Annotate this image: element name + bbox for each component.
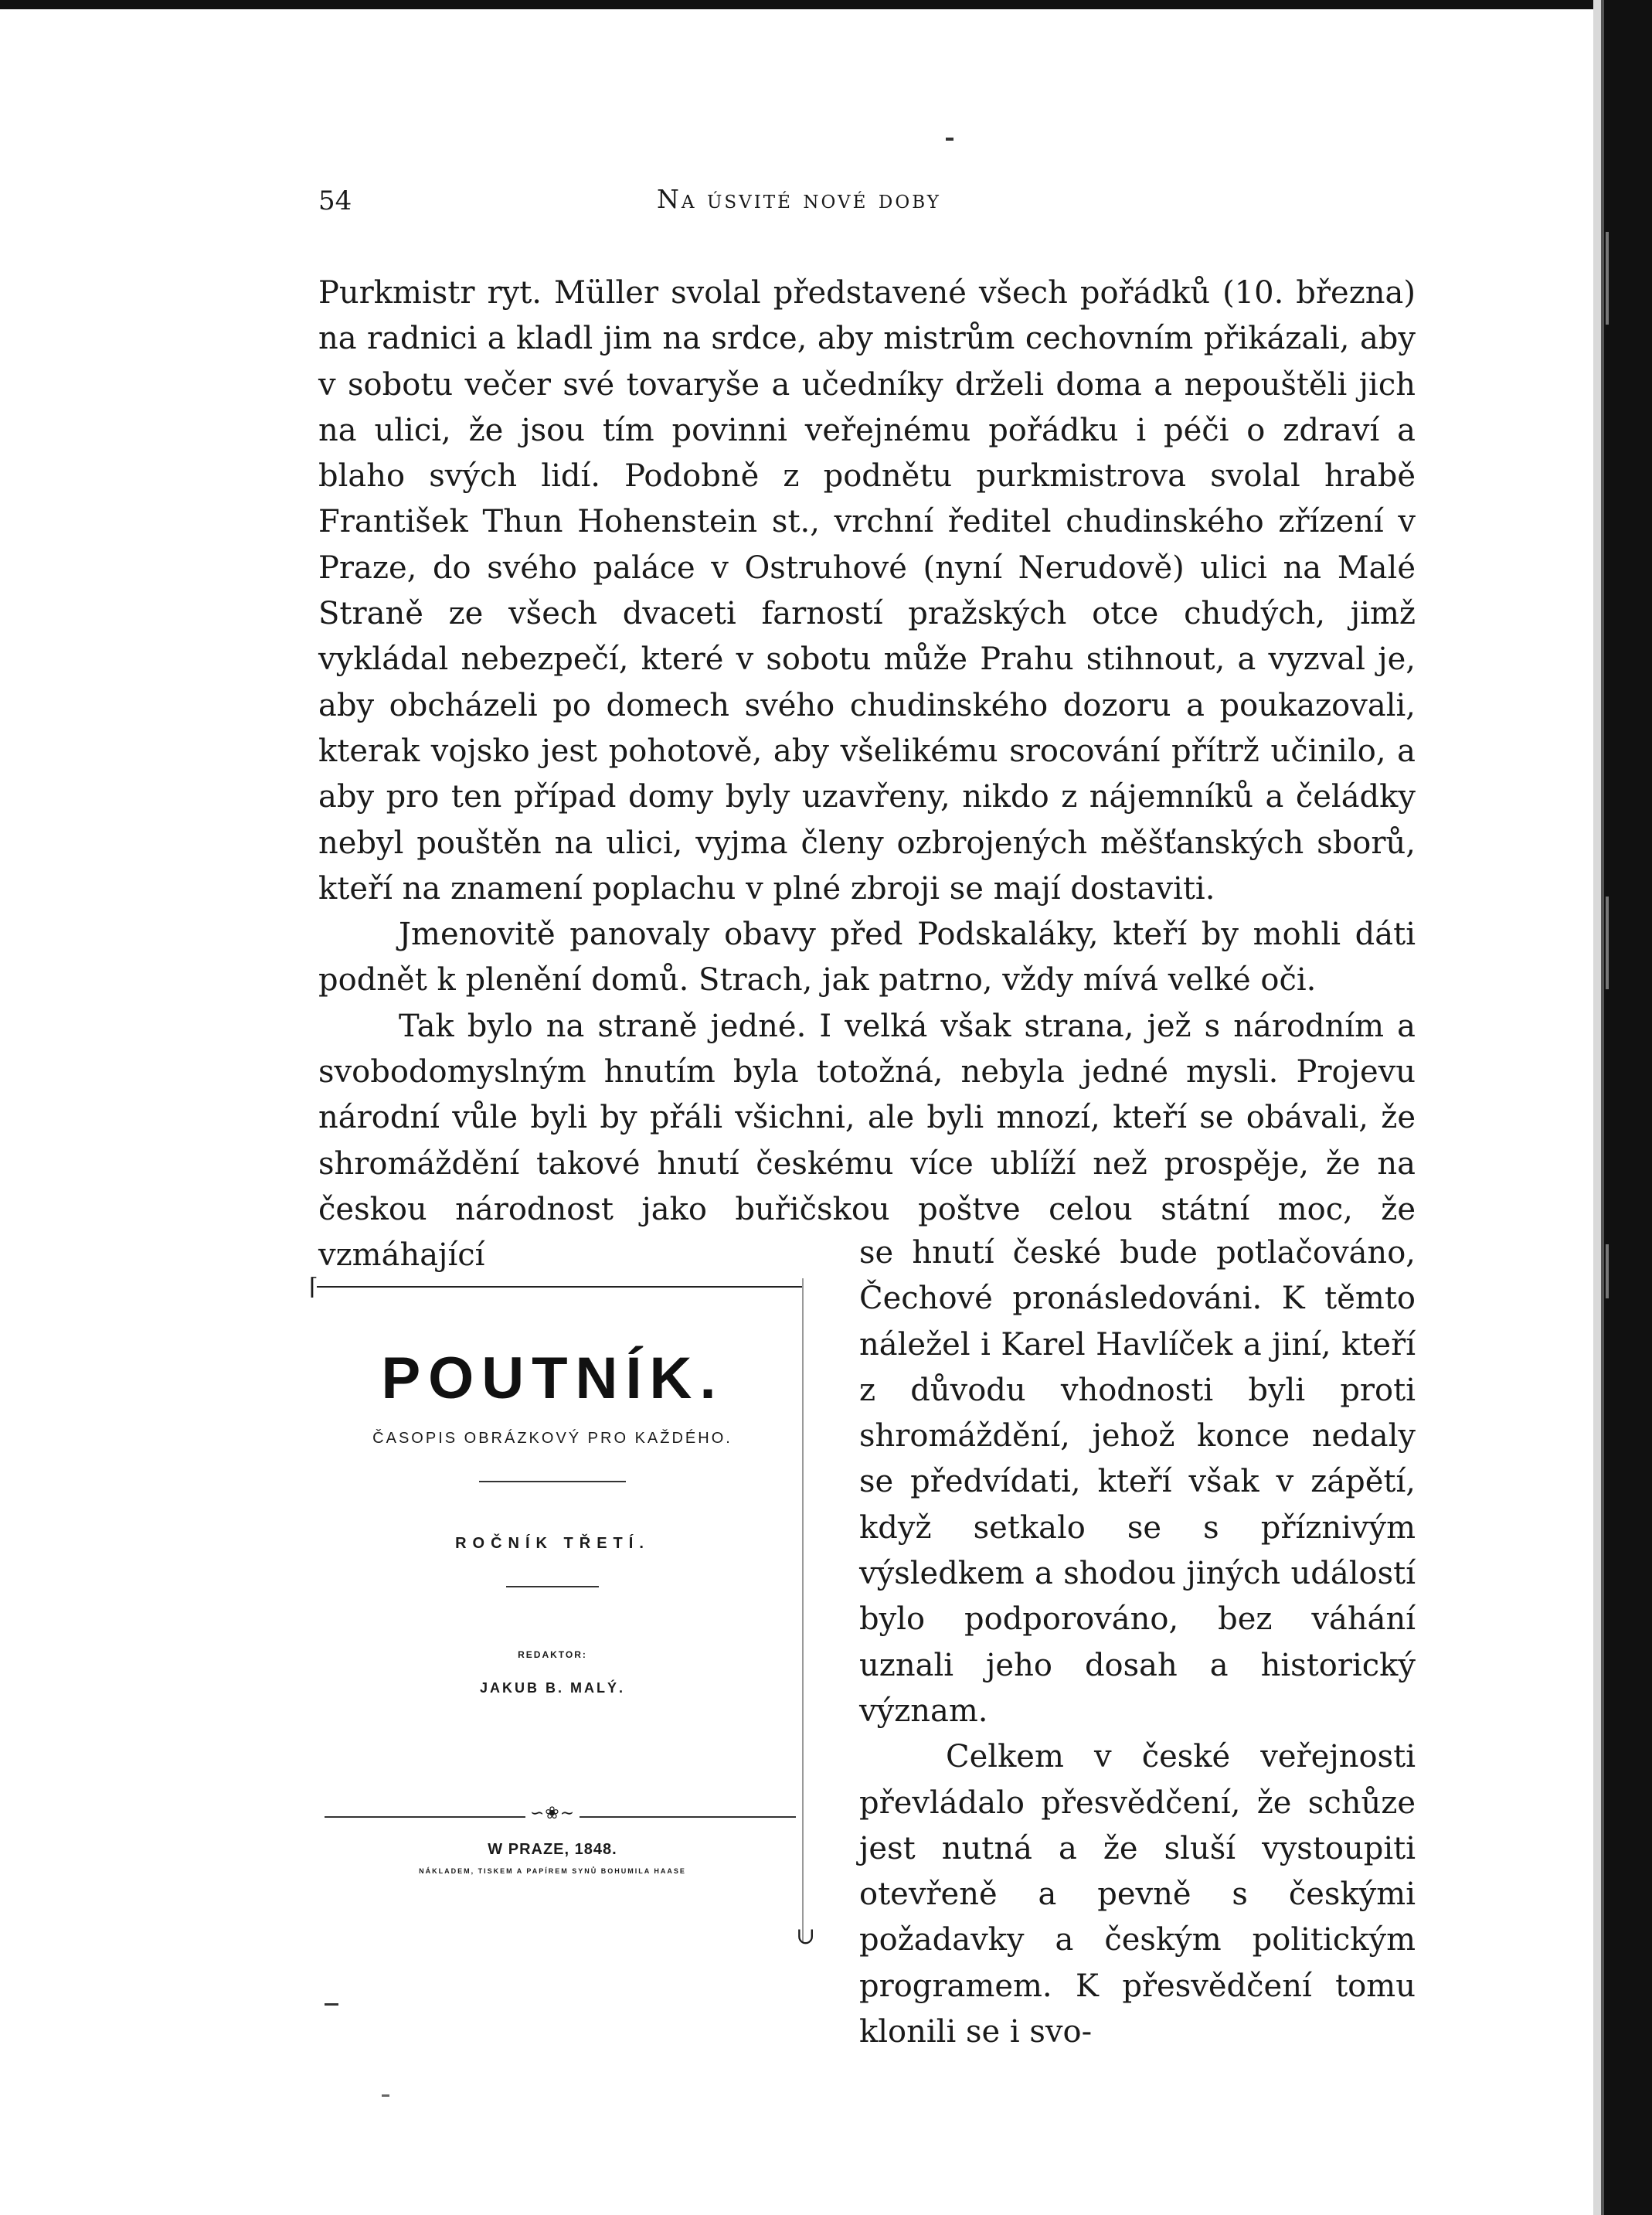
illustration-editor: JAKUB B. MALÝ. — [479, 1680, 625, 1696]
title-page-illustration — [309, 1267, 827, 1948]
illustration-editor-label: REDAKTOR: — [518, 1649, 587, 1660]
scan-mark — [946, 138, 953, 141]
scan-mark — [325, 2003, 338, 2006]
illustration-volume: ROČNÍK TŘETÍ. — [455, 1535, 650, 1552]
paragraph: se hnutí české bude potlačováno, Čechové pronásledováni. K těmto náležel i Karel Havlíček a jiní, kteří z důvodu vhodnosti byli proti shromáždění, jehož konce nedaly se předvídati, kteří však v zápětí, když setkalo se s příznivým výsledkem a shodou jiných událostí bylo podporováno, bez váhání uznali jeho dosah a historický význam. — [859, 1235, 1416, 1729]
divider — [479, 1481, 626, 1482]
paragraph: Purkmistr ryt. Müller svolal představené všech pořádků (10. března) na radnici a kladl jim na srdce, aby mistrům cechovním přikázali, aby v sobotu večer své tovaryše a učedníky drželi doma a nepouštěli jich na ulici, že jsou tím povinni veřejnému pořádku i péči o zdraví a blaho svých lidí. Podobně z podnětu purkmistrova svolal hrabě František Thun Hohenstein st., vrchní ředitel chudinského zřízení v Praze, do svého paláce v Ostruhové (nyní Nerudově) ulici na Malé Straně ze všech dvaceti farností pražských otce chudých, jimž vykládal nebezpečí, které v sobotu může Prahu stihnout, a vyzval je, aby obcházeli po domech svého chudinského dozoru a poukazovali, kterak vojsko jest pohotově, aby všelikému srocování přítrž učinilo, a aby pro ten případ domy byly uzavřeny, nikdo z nájemníků a čeládky nebyl pouštěn na ulici, vyjma členy ozbrojených měšťanských sborů, kteří na znamení poplachu v plné zbroji se mají dostaviti. — [318, 275, 1416, 907]
ornament-icon: ∽❀∼ — [309, 1804, 796, 1823]
running-head: Na úsvité nové doby — [657, 184, 941, 214]
frame-rule-top — [317, 1286, 804, 1288]
side-column-text — [859, 1230, 1416, 2055]
corner-mark: ⌈ — [309, 1274, 318, 1301]
corner-mark: ∪ — [796, 1923, 816, 1950]
scan-mark — [1606, 897, 1609, 989]
scan-mark — [1606, 232, 1609, 325]
main-text — [318, 270, 1416, 1279]
illustration-subtitle: ČASOPIS OBRÁZKOVÝ PRO KAŽDÉHO. — [372, 1430, 733, 1447]
scan-mark — [1606, 1244, 1609, 1298]
divider — [506, 1586, 599, 1587]
scan-mark — [382, 2094, 389, 2097]
illustration-imprint: W PRAZE, 1848. — [488, 1841, 617, 1858]
illustration-printer: NÁKLADEM, TISKEM A PAPÍREM SYNŮ BOHUMILA HAASE — [419, 1867, 686, 1875]
illustration-title: POUTNÍK. — [381, 1346, 724, 1411]
paragraph: Celkem v české veřejnosti převládalo přesvědčení, že schůze jest nutná a že sluší vystoupiti otevřeně a pevně s českými požadavky a českým politickým programem. K přesvědčení tomu klonili se i svo- — [859, 1739, 1416, 2050]
paragraph: Jmenovitě panovaly obavy před Podskaláky, kteří by mohli dáti podnět k plenění domů. Strach, jak patrno, vždy mívá velké oči. — [318, 917, 1416, 999]
scan-top-edge — [0, 0, 1652, 9]
page-number: 54 — [318, 185, 352, 216]
scan-right-edge — [1604, 0, 1652, 2215]
frame-rule-side — [802, 1278, 804, 1943]
paragraph: Tak bylo na straně jedné. I velká však strana, jež s národním a svobodomyslným hnutím byla totožná, nebyla jedné mysli. Projevu národní vůle byli by přáli všichni, ale byli mnozí, kteří se obávali, že shromáždění takové hnutí českému více ublíží než prospěje, že na českou národnost jako buřičskou poštve celou státní moc, že vzmáhající — [318, 1008, 1416, 1274]
